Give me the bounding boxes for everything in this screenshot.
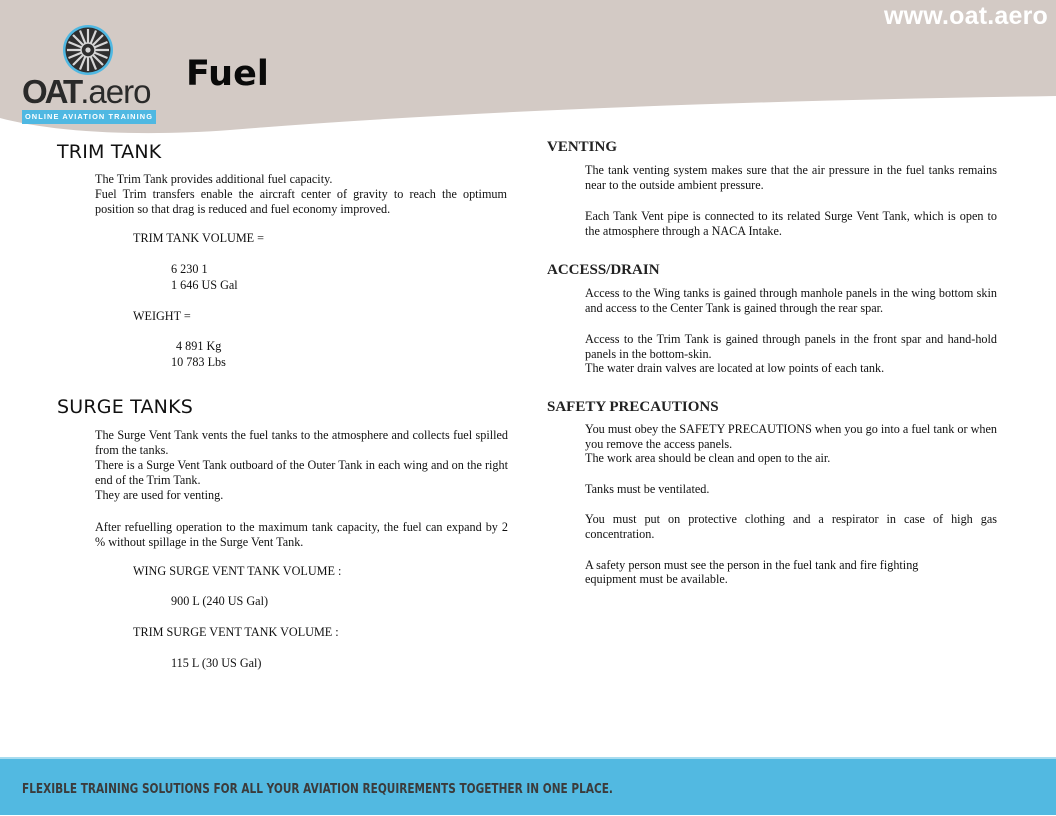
footer-tagline: FLEXIBLE TRAINING SOLUTIONS FOR ALL YOUR AVIATION REQUIREMENTS TOGETHER IN ONE PLACE. <box>22 781 613 797</box>
trim-volume-label: TRIM TANK VOLUME = <box>133 231 265 245</box>
turbine-fan-icon <box>62 24 114 76</box>
text-line: Fuel Trim transfers enable the aircraft center of gravity to reach the optimum position so that drag is reduced and fuel economy improved. <box>95 187 507 216</box>
trim-tank-description <box>95 172 507 217</box>
logo-tagline: ONLINE AVIATION TRAINING <box>22 110 156 124</box>
surge-expansion-note: After refuelling operation to the maximum tank capacity, the fuel can expand by 2 % without spillage in the Surge Vent Tank. <box>95 520 508 549</box>
access-drain-paragraph-2: Access to the Trim Tank is gained through panels in the front spar and hand-hold panels in the bottom-skin. <box>585 332 997 361</box>
text-line: They are used for venting. <box>95 488 224 502</box>
page-title: Fuel <box>186 54 269 94</box>
wing-surge-volume-label: WING SURGE VENT TANK VOLUME : <box>133 564 342 578</box>
logo <box>20 24 160 126</box>
text-line: The Surge Vent Tank vents the fuel tanks to the atmosphere and collects fuel spilled from the tanks. <box>95 428 508 457</box>
safety-heading: SAFETY PRECAUTIONS <box>547 399 719 415</box>
wing-surge-volume-value: 900 L (240 US Gal) <box>171 594 269 608</box>
trim-weight-kg: 4 891 Kg <box>176 339 222 353</box>
trim-weight-label: WEIGHT = <box>133 309 191 323</box>
footer-banner <box>0 757 1056 815</box>
venting-paragraph-1: The tank venting system makes sure that the air pressure in the fuel tanks remains near to the outside ambient pressure. <box>585 163 997 192</box>
safety-paragraph-3: Tanks must be ventilated. <box>585 482 710 496</box>
safety-paragraph-2: The work area should be clean and open to the air. <box>585 451 831 465</box>
venting-paragraph-2: Each Tank Vent pipe is connected to its related Surge Vent Tank, which is open to the atmosphere through a NACA Intake. <box>585 209 997 238</box>
venting-heading: VENTING <box>547 139 618 155</box>
trim-weight-lbs: 10 783 Lbs <box>171 355 226 369</box>
logo-wordmark: OAT.aero <box>22 73 151 110</box>
trim-tank-heading: TRIM TANK <box>57 141 162 163</box>
trim-surge-volume-value: 115 L (30 US Gal) <box>171 656 262 670</box>
safety-paragraph-5a: A safety person must see the person in the fuel tank and fire fighting <box>585 558 919 572</box>
trim-surge-volume-label: TRIM SURGE VENT TANK VOLUME : <box>133 625 339 639</box>
site-url[interactable]: www.oat.aero <box>883 2 1048 30</box>
access-drain-heading: ACCESS/DRAIN <box>547 262 660 278</box>
safety-paragraph-5b: equipment must be available. <box>585 572 728 586</box>
trim-volume-gallons: 1 646 US Gal <box>171 278 238 292</box>
text-line: The Trim Tank provides additional fuel capacity. <box>95 172 333 186</box>
surge-tanks-description <box>95 428 508 503</box>
surge-tanks-heading: SURGE TANKS <box>57 396 193 418</box>
safety-paragraph-1: You must obey the SAFETY PRECAUTIONS when you go into a fuel tank or when you remove the access panels. <box>585 422 997 451</box>
text-line: There is a Surge Vent Tank outboard of the Outer Tank in each wing and on the right end of the Trim Tank. <box>95 458 508 487</box>
access-drain-paragraph-1: Access to the Wing tanks is gained through manhole panels in the wing bottom skin and access to the Center Tank is gained through the rear spar. <box>585 286 997 315</box>
trim-volume-liters: 6 230 1 <box>171 262 208 276</box>
access-drain-paragraph-3: The water drain valves are located at low points of each tank. <box>585 361 885 375</box>
safety-paragraph-4: You must put on protective clothing and a respirator in case of high gas concentration. <box>585 512 997 541</box>
